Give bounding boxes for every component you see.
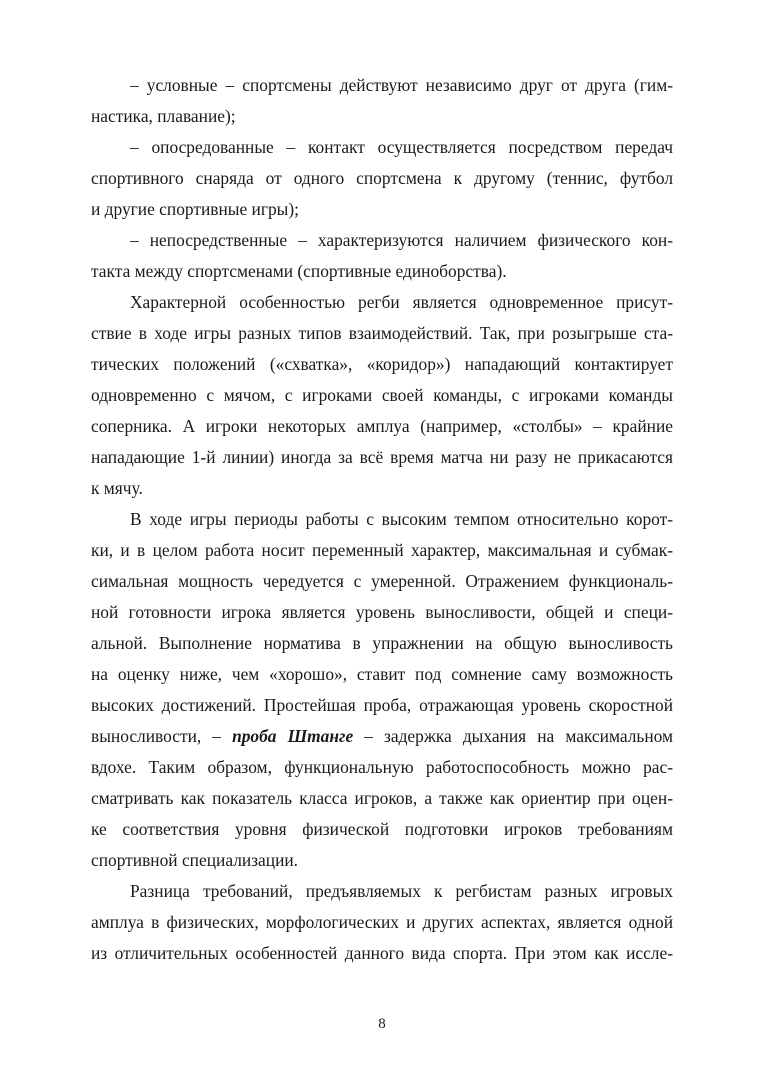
text-line: ствие в ходе игры разных типов взаимодействий. Так, при розыгрыше ста-: [91, 323, 673, 343]
text-line: спортивной специализации.: [91, 850, 299, 870]
paragraph: [91, 70, 673, 132]
page-number: 8: [378, 1016, 386, 1032]
text-line: ной готовности игрока является уровень выносливости, общей и специ-: [91, 602, 673, 622]
paragraph: [91, 225, 673, 287]
text-line: альной. Выполнение норматива в упражнении на общую выносливость: [91, 633, 673, 653]
text-line: одновременно с мячом, с игроками своей команды, с игроками команды: [91, 385, 673, 405]
text-line: – опосредованные – контакт осуществляется посредством передач: [130, 137, 673, 157]
text-line: Разница требований, предъявляемых к регбистам разных игровых: [130, 881, 673, 901]
emphasis-term: проба Штанге: [232, 726, 354, 746]
paragraph: [91, 287, 673, 504]
text-line: к мячу.: [91, 478, 143, 498]
text-line-with-emphasis: [91, 721, 673, 752]
paragraph: [91, 132, 673, 225]
text-line: симальная мощность чередуется с умеренной. Отражением функциональ-: [91, 571, 673, 591]
text-line: ки, и в целом работа носит переменный характер, максимальная и субмак-: [91, 540, 673, 560]
text-line: такта между спортсменами (спортивные единоборства).: [91, 261, 507, 281]
text-line: Характерной особенностью регби является одновременное присут-: [130, 292, 673, 312]
text-line: и другие спортивные игры);: [91, 199, 299, 219]
text-line: спортивного снаряда от одного спортсмена к другому (теннис, футбол: [91, 168, 673, 188]
text-line: – условные – спортсмены действуют независимо друг от друга (гим-: [130, 75, 673, 95]
text-line: тических положений («схватка», «коридор») нападающий контактирует: [91, 354, 673, 374]
paragraph: [91, 876, 673, 969]
text-run: – задержка дыхания на максимальном: [353, 726, 674, 746]
text-line: ке соответствия уровня физической подготовки игроков требованиям: [91, 819, 673, 839]
text-line: из отличительных особенностей данного вида спорта. При этом как иссле-: [91, 943, 673, 963]
paragraph: [91, 504, 673, 876]
text-line: нападающие 1-й линии) иногда за всё время матча ни разу не прикасаются: [91, 447, 673, 467]
text-line: В ходе игры периоды работы с высоким темпом относительно корот-: [130, 509, 673, 529]
text-line: настика, плавание);: [91, 106, 236, 126]
page-body: [91, 70, 673, 969]
text-line: соперника. А игроки некоторых амплуа (например, «столбы» – крайние: [91, 416, 673, 436]
text-line: на оценку ниже, чем «хорошо», ставит под сомнение саму возможность: [91, 664, 673, 684]
text-line: – непосредственные – характеризуются наличием физического кон-: [130, 230, 673, 250]
text-line: высоких достижений. Простейшая проба, отражающая уровень скоростной: [91, 695, 673, 715]
text-line: сматривать как показатель класса игроков, а также как ориентир при оцен-: [91, 788, 673, 808]
text-run: выносливости, –: [91, 726, 233, 746]
text-line: вдохе. Таким образом, функциональную работоспособность можно рас-: [91, 757, 673, 777]
text-line: амплуа в физических, морфологических и других аспектах, является одной: [91, 912, 673, 932]
